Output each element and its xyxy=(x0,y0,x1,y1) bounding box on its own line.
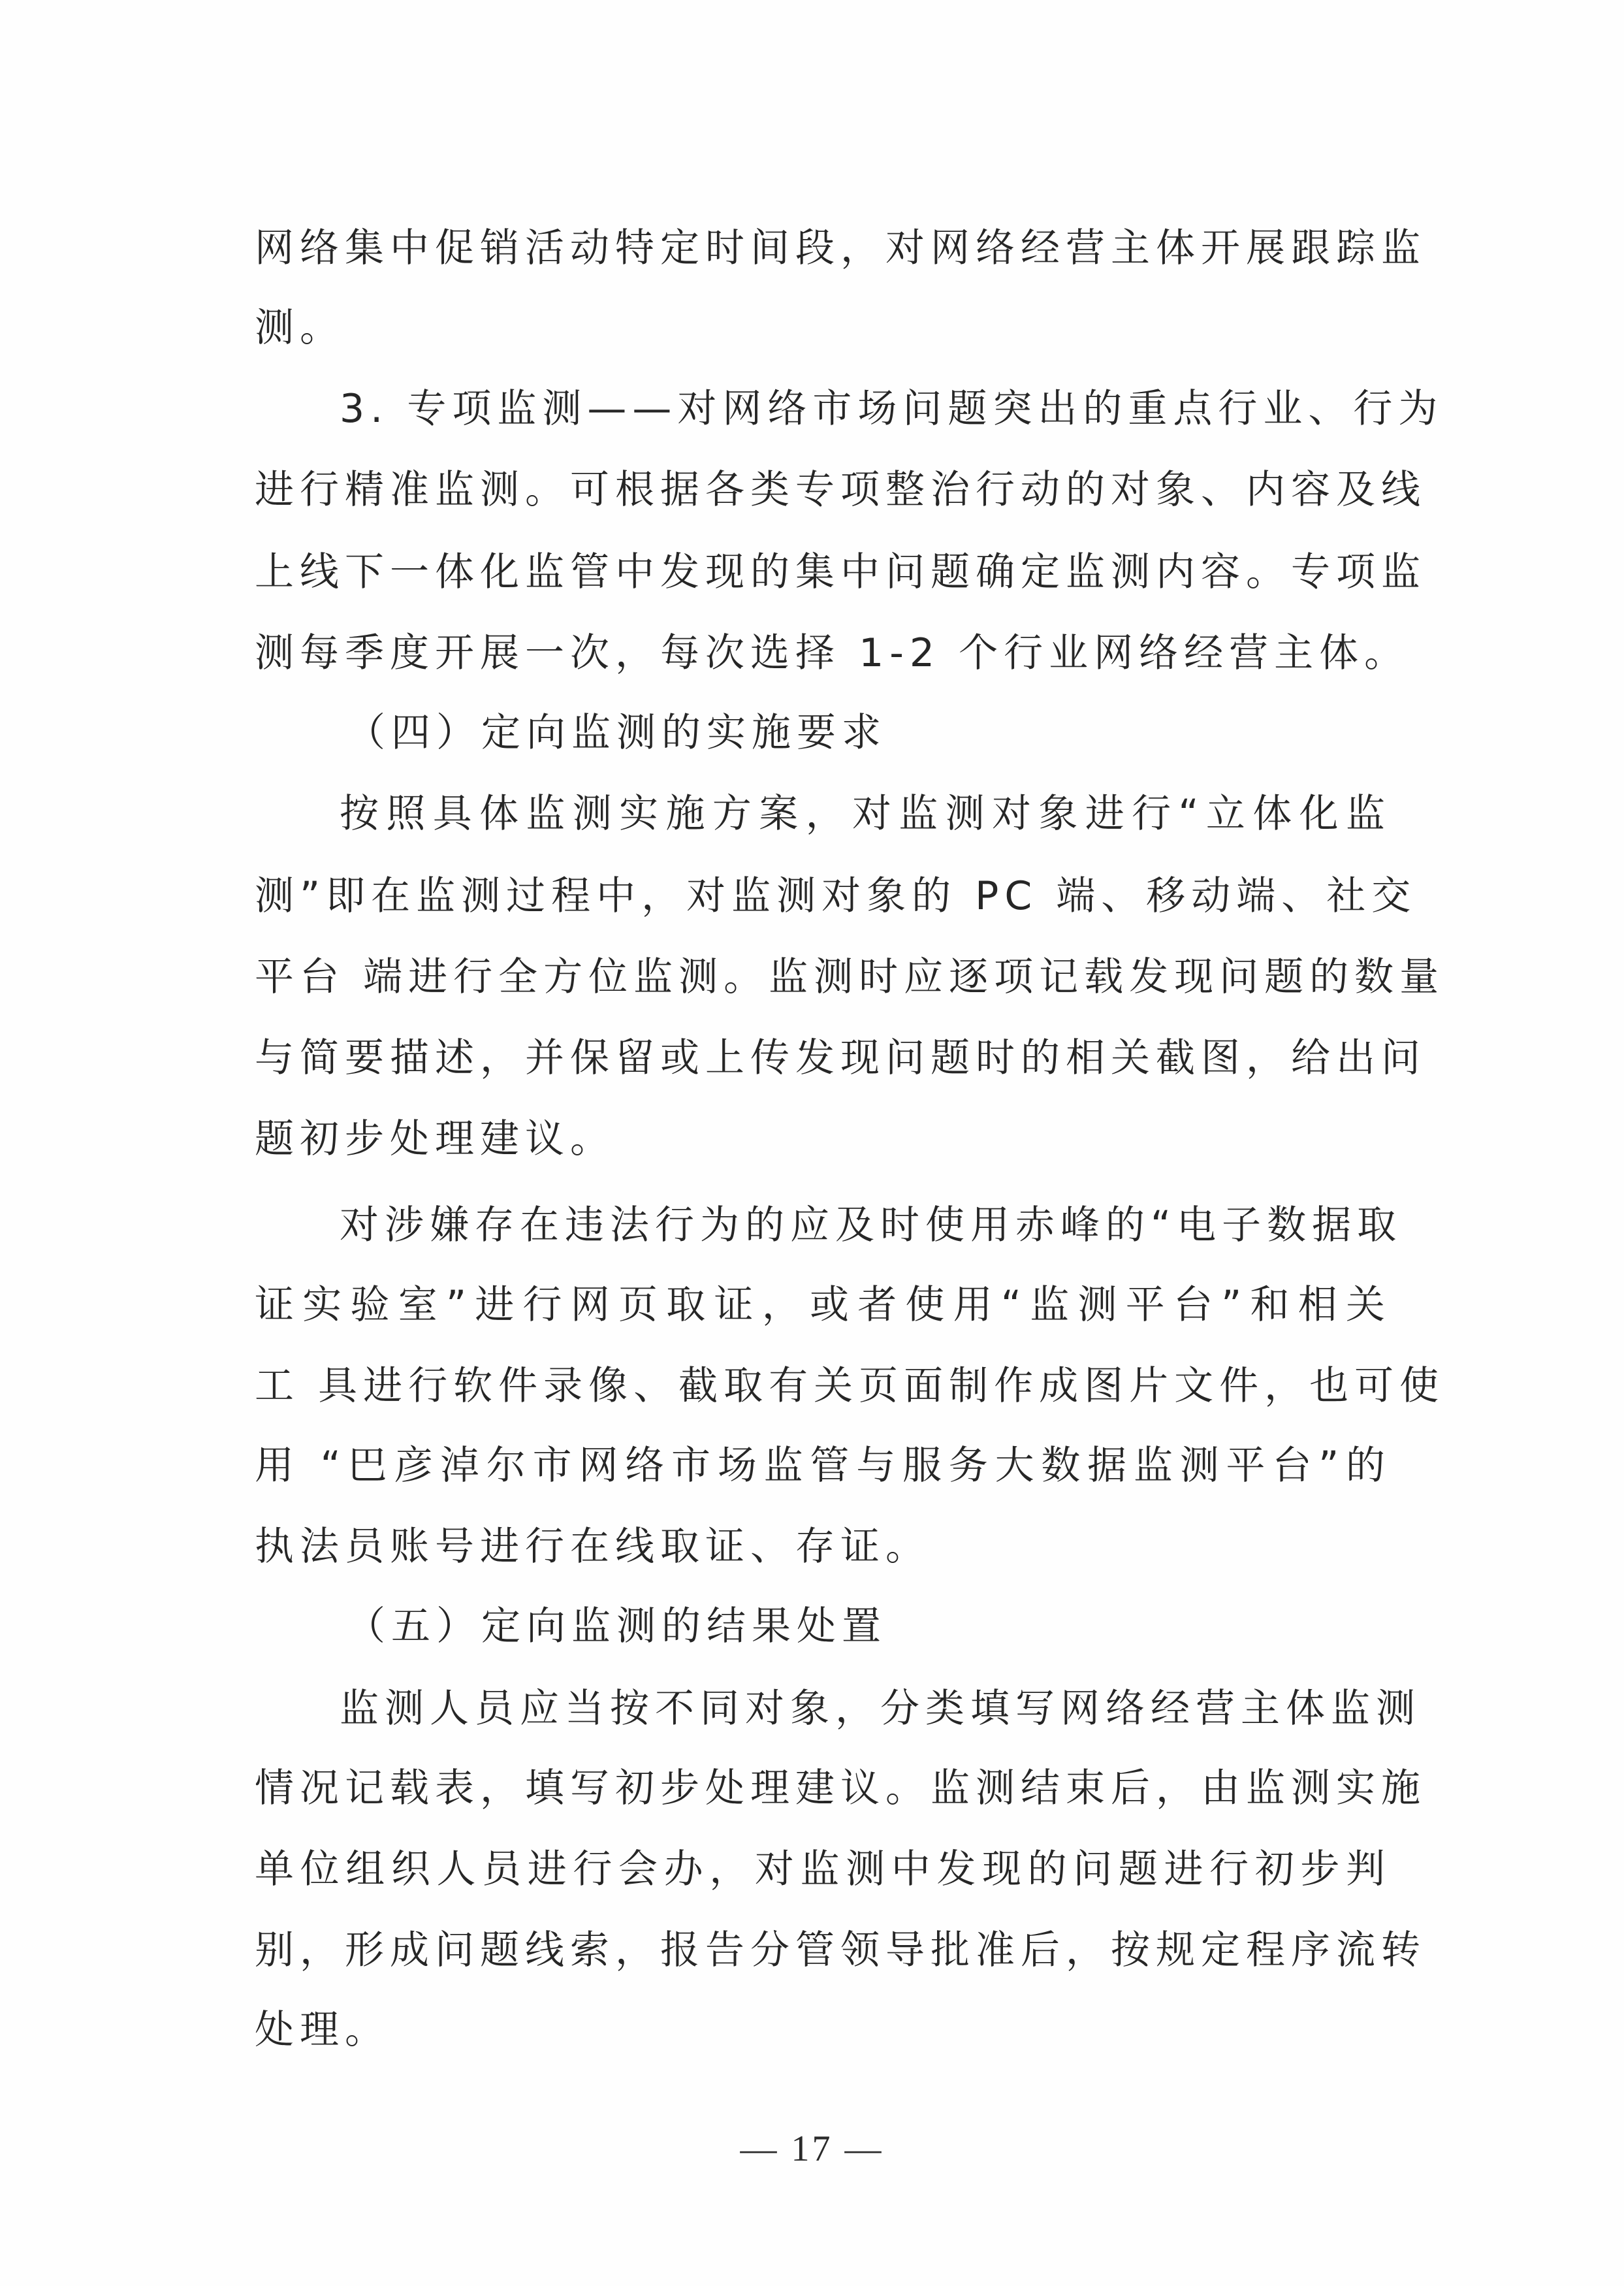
paragraph-line: 工 具进行软件录像、截取有关页面制作成图片文件，也可使 xyxy=(255,1363,1445,1409)
paragraph-line: 进行精准监测。可根据各类专项整治行动的对象、内容及线 xyxy=(255,467,1426,513)
paragraph-line: 别，形成问题线索，报告分管领导批准后，按规定程序流转 xyxy=(255,1927,1426,1973)
paragraph-line: 监测人员应当按不同对象，分类填写网络经营主体监测 xyxy=(340,1686,1421,1731)
paragraph-line: 测”即在监测过程中，对监测对象的 PC 端、移动端、社交 xyxy=(255,873,1417,919)
paragraph-line: 题初步处理建议。 xyxy=(255,1116,615,1162)
paragraph-line: 对涉嫌存在违法行为的应及时使用赤峰的“电子数据取 xyxy=(340,1202,1403,1248)
paragraph-line: 用 “巴彦淖尔市网络市场监管与服务大数据监测平台”的 xyxy=(255,1443,1391,1489)
paragraph-line: 单位组织人员进行会办，对监测中发现的问题进行初步判 xyxy=(255,1846,1391,1892)
section-heading: （四）定向监测的实施要求 xyxy=(346,710,887,756)
paragraph-line: 上线下一体化监管中发现的集中问题确定监测内容。专项监 xyxy=(255,549,1426,595)
section-heading: （五）定向监测的结果处置 xyxy=(346,1603,887,1649)
paragraph-line: 测每季度开展一次，每次选择 1-2 个行业网络经营主体。 xyxy=(255,630,1410,676)
page-number: — 17 — xyxy=(740,2129,884,2169)
paragraph-line: 按照具体监测实施方案，对监测对象进行“立体化监 xyxy=(340,791,1391,837)
paragraph-line: 执法员账号进行在线取证、存证。 xyxy=(255,1524,931,1570)
paragraph-line: 测。 xyxy=(255,305,345,351)
paragraph-line: 网络集中促销活动特定时间段，对网络经营主体开展跟踪监 xyxy=(255,225,1426,271)
paragraph-line: 证实验室”进行网页取证，或者使用“监测平台”和相关 xyxy=(255,1282,1391,1328)
paragraph-line: 情况记载表，填写初步处理建议。监测结束后，由监测实施 xyxy=(255,1765,1426,1811)
paragraph-line: 3. 专项监测——对网络市场问题突出的重点行业、行为 xyxy=(340,386,1444,432)
paragraph-line: 处理。 xyxy=(255,2007,390,2053)
paragraph-line: 平台 端进行全方位监测。监测时应逐项记载发现问题的数量 xyxy=(255,954,1445,1000)
paragraph-line: 与简要描述，并保留或上传发现问题时的相关截图，给出问 xyxy=(255,1035,1426,1081)
